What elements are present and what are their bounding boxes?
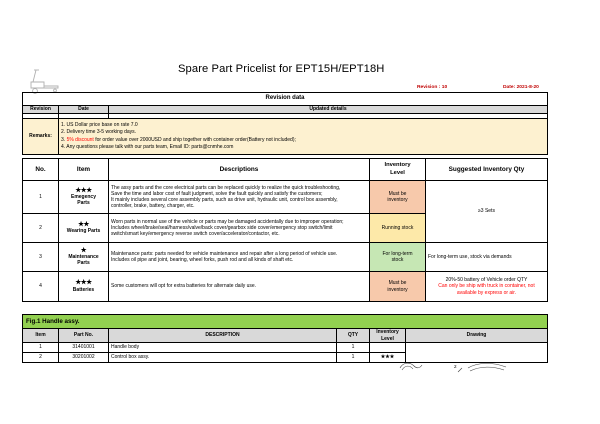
col-revision: Revision [23,106,59,114]
description-line: The assy parts and the core electrical parts can be replaced quickly to realize the quick troubleshooting, [111,184,341,191]
qty-warning-line1: Can only be ship with truck in container, not [438,283,535,290]
row-description: Some customers will opt for extra batteries for alternate daily use. [109,272,370,302]
qty-line1: 20%-50 battery of Vehicle order QTY [445,277,528,284]
revision-number: Revision : 10 [417,85,448,90]
revision-date: Date: 2021-8-20 [503,85,539,90]
row-no: 2 [23,214,59,243]
drawing-callout-label: 2 [454,364,457,369]
suggested-qty [426,272,548,302]
item-name-line1: Emegency [70,193,96,200]
col-updated-details: Updated details [109,106,548,114]
remark-discount: 5% discount [66,136,94,143]
remarks-content [59,119,548,155]
row-no: 3 [23,243,59,272]
description-line: Worn parts in normal use of the vehicle or parts may be damaged accidentally due to improper operation; [111,218,344,225]
item-name-line1: Batteries [72,286,95,293]
inventory-level-table [22,158,548,302]
row-item [59,214,109,243]
inventory-level-badge [370,181,426,214]
inventory-level-badge [370,243,426,272]
col-description: DESCRIPTION [109,329,337,343]
row-item [59,272,109,302]
row-description [109,181,370,214]
col-suggested-qty: Suggested Inventory Qty [426,159,548,181]
col-inventory-level [370,159,426,181]
table-row [23,272,548,302]
description-line: Save the time and labor cost of fault judgment, solve the fault quickly and satisfy the customers; [111,190,323,197]
description-line: Maintenance parts: parts needed for vehicle maintenance and repair after a long period of vehicle use. [111,250,338,257]
item-name-line1: Maintenance [68,253,99,260]
qty-warning-line2: available by express or air. [456,289,517,296]
priority-stars: ★★★ [75,279,92,287]
part-item-no: 2 [23,353,59,363]
row-no: 1 [23,181,59,214]
description-line: Includes oil pipe and joint, bearing, wheel forks, push rod and all kinds of shaft etc. [111,257,294,263]
remark-line-3-text: for order value over 2000USD and ship together with container order(Battery not included); [93,136,296,143]
fig1-title: Fig.1 Handle assy. [23,315,548,329]
remarks-table [22,118,548,155]
row-description [109,243,370,272]
level-line2: inventory [387,286,408,293]
part-qty: 1 [337,343,370,353]
row-item [59,243,109,272]
level-line1: For long-term [382,250,413,257]
fig1-handle-assy-table [22,314,548,363]
revision-data-heading: Revision data [23,93,548,106]
part-number: 30201002 [59,353,109,363]
part-level-stars: ★★★ [370,353,406,363]
part-level [370,343,406,353]
col-drawing: Drawing [406,329,548,343]
part-item-no: 1 [23,343,59,353]
remarks-label: Remarks: [23,119,59,155]
description-line: controller, brake, battery, charger, etc. [111,203,195,210]
suggested-qty-merged: ≥3 Sets [426,181,548,243]
priority-stars: ★ [80,246,87,254]
part-qty: 1 [337,353,370,363]
col-inventory-level-line2: Level [390,169,405,176]
remark-line-2: 2. Delivery time 3-5 working days. [61,129,137,136]
priority-stars: ★★★ [75,186,92,194]
description-line: Includes wheel/brake/seal/harness/valve/back cover/gearbox side cover/emergency stop switch/limit [111,224,333,231]
col-inventory-level-line2: Level [381,335,394,342]
row-description [109,214,370,243]
description-line: switch/smart key/emergency reverse switch cover/accelerator/contactor, etc. [111,231,280,238]
row-item [59,181,109,214]
level-line1: Must be [388,190,407,197]
col-descriptions: Descriptions [109,159,370,181]
row-no: 4 [23,272,59,302]
col-inventory-level-line1: Inventory [376,329,399,336]
col-inventory-level-line1: Inventory [384,162,411,169]
col-item: Item [23,329,59,343]
item-name-line2: Parts [77,200,90,207]
level-line2: stock [391,257,404,263]
item-name-line1: Wearing Parts [66,228,101,235]
remark-line-3 [61,137,545,144]
remark-line-3-number: 3. [61,136,67,143]
part-description: Handle body [109,343,337,353]
handle-assembly-drawing-icon [398,360,518,374]
page-title: Spare Part Pricelist for EPT15H/EPT18H [178,63,385,75]
table-row [23,343,548,353]
inventory-level-badge: Running stock [370,214,426,243]
part-number: 31401001 [59,343,109,353]
priority-stars: ★★ [78,220,89,228]
col-item: Item [59,159,109,181]
part-description: Control box assy. [109,353,337,363]
col-date: Date [59,106,109,114]
level-line2: inventory [387,197,408,203]
col-qty: QTY [337,329,370,343]
suggested-qty: For long-term use, stock via demands [426,243,548,272]
remark-line-4: 4. Any questions please talk with our parts team, Email ID: parts@cnmhe.com [61,143,234,150]
table-row [23,181,548,214]
level-line1: Must be [388,280,407,287]
description-line: It mainly includes several core assembly parts, such as drive unit, hydraulic unit, control box assembly, [111,197,338,203]
col-inventory-level [370,329,406,343]
remark-line-1: 1. US Dollar price base on rate 7.0 [61,122,138,129]
inventory-level-badge [370,272,426,302]
col-part-no: Part No. [59,329,109,343]
col-no: No. [23,159,59,181]
table-row [23,243,548,272]
item-name-line2: Parts [77,260,90,267]
